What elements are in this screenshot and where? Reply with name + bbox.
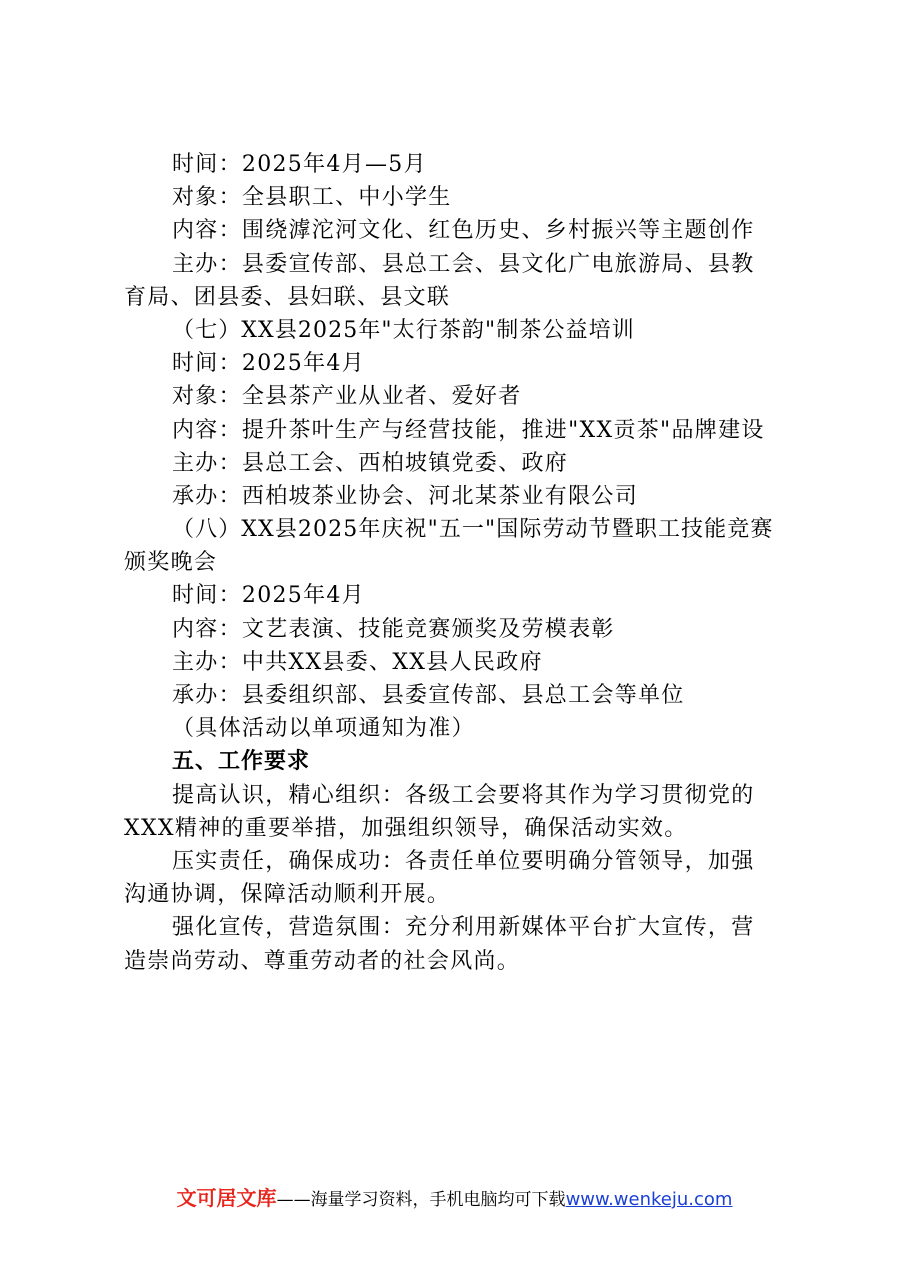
text-line: 内容：围绕滹沱河文化、红色历史、乡村振兴等主题创作 [172, 218, 755, 244]
text-line: 内容：文艺表演、技能竞赛颁奖及劳模表彰 [172, 616, 615, 642]
text-line: 对象：全县茶产业从业者、爱好者 [172, 384, 522, 410]
text-line: 主办：县委宣传部、县总工会、县文化广电旅游局、县教 [172, 251, 755, 277]
text-line: 压实责任，确保成功：各责任单位要明确分管领导，加强 [172, 848, 755, 874]
text-line: 承办：西柏坡茶业协会、河北某茶业有限公司 [172, 483, 639, 509]
text-line: 沟通协调，保障活动顺利开展。 [124, 882, 451, 908]
subsection-title: （七）XX县2025年"太行茶韵"制茶公益培训 [172, 317, 635, 343]
text-line: 承办：县委组织部、县委宣传部、县总工会等单位 [172, 683, 685, 708]
text-line: 内容：提升茶叶生产与经营技能，推进"XX贡茶"品牌建设 [172, 417, 765, 443]
subsection-title: （八）XX县2025年庆祝"五一"国际劳动节暨职工技能竞赛 [172, 517, 774, 543]
text-line: 育局、团县委、县妇联、县文联 [124, 284, 451, 310]
text-line: 造崇尚劳动、尊重劳动者的社会风尚。 [124, 948, 521, 974]
text-line: 时间：2025年4月—5月 [172, 152, 427, 177]
text-line: 时间：2025年4月 [172, 583, 365, 609]
footer-site-link[interactable]: www.wenkeju.com [565, 1189, 733, 1210]
text-line: 对象：全县职工、中小学生 [172, 185, 452, 211]
text-line: 主办：县总工会、西柏坡镇党委、政府 [172, 450, 569, 476]
text-line: （具体活动以单项通知为准） [172, 716, 475, 742]
text-line: 颁奖晚会 [124, 550, 218, 576]
footer-banner [0, 1182, 909, 1211]
text-line: XXX精神的重要举措，加强组织领导，确保活动实效。 [124, 815, 688, 841]
text-line: 提高认识，精心组织：各级工会要将其作为学习贯彻党的 [172, 782, 755, 808]
section-heading: 五、工作要求 [172, 749, 311, 775]
text-line: 主办：中共XX县委、XX县人民政府 [172, 649, 543, 675]
footer-brand: 文可居文库 [176, 1186, 277, 1210]
text-line: 强化宣传，营造氛围：充分利用新媒体平台扩大宣传，营 [172, 915, 755, 941]
document-body [0, 148, 909, 978]
text-line: 时间：2025年4月 [172, 351, 365, 377]
footer-tagline: ——海量学习资料，手机电脑均可下载 [276, 1190, 566, 1210]
